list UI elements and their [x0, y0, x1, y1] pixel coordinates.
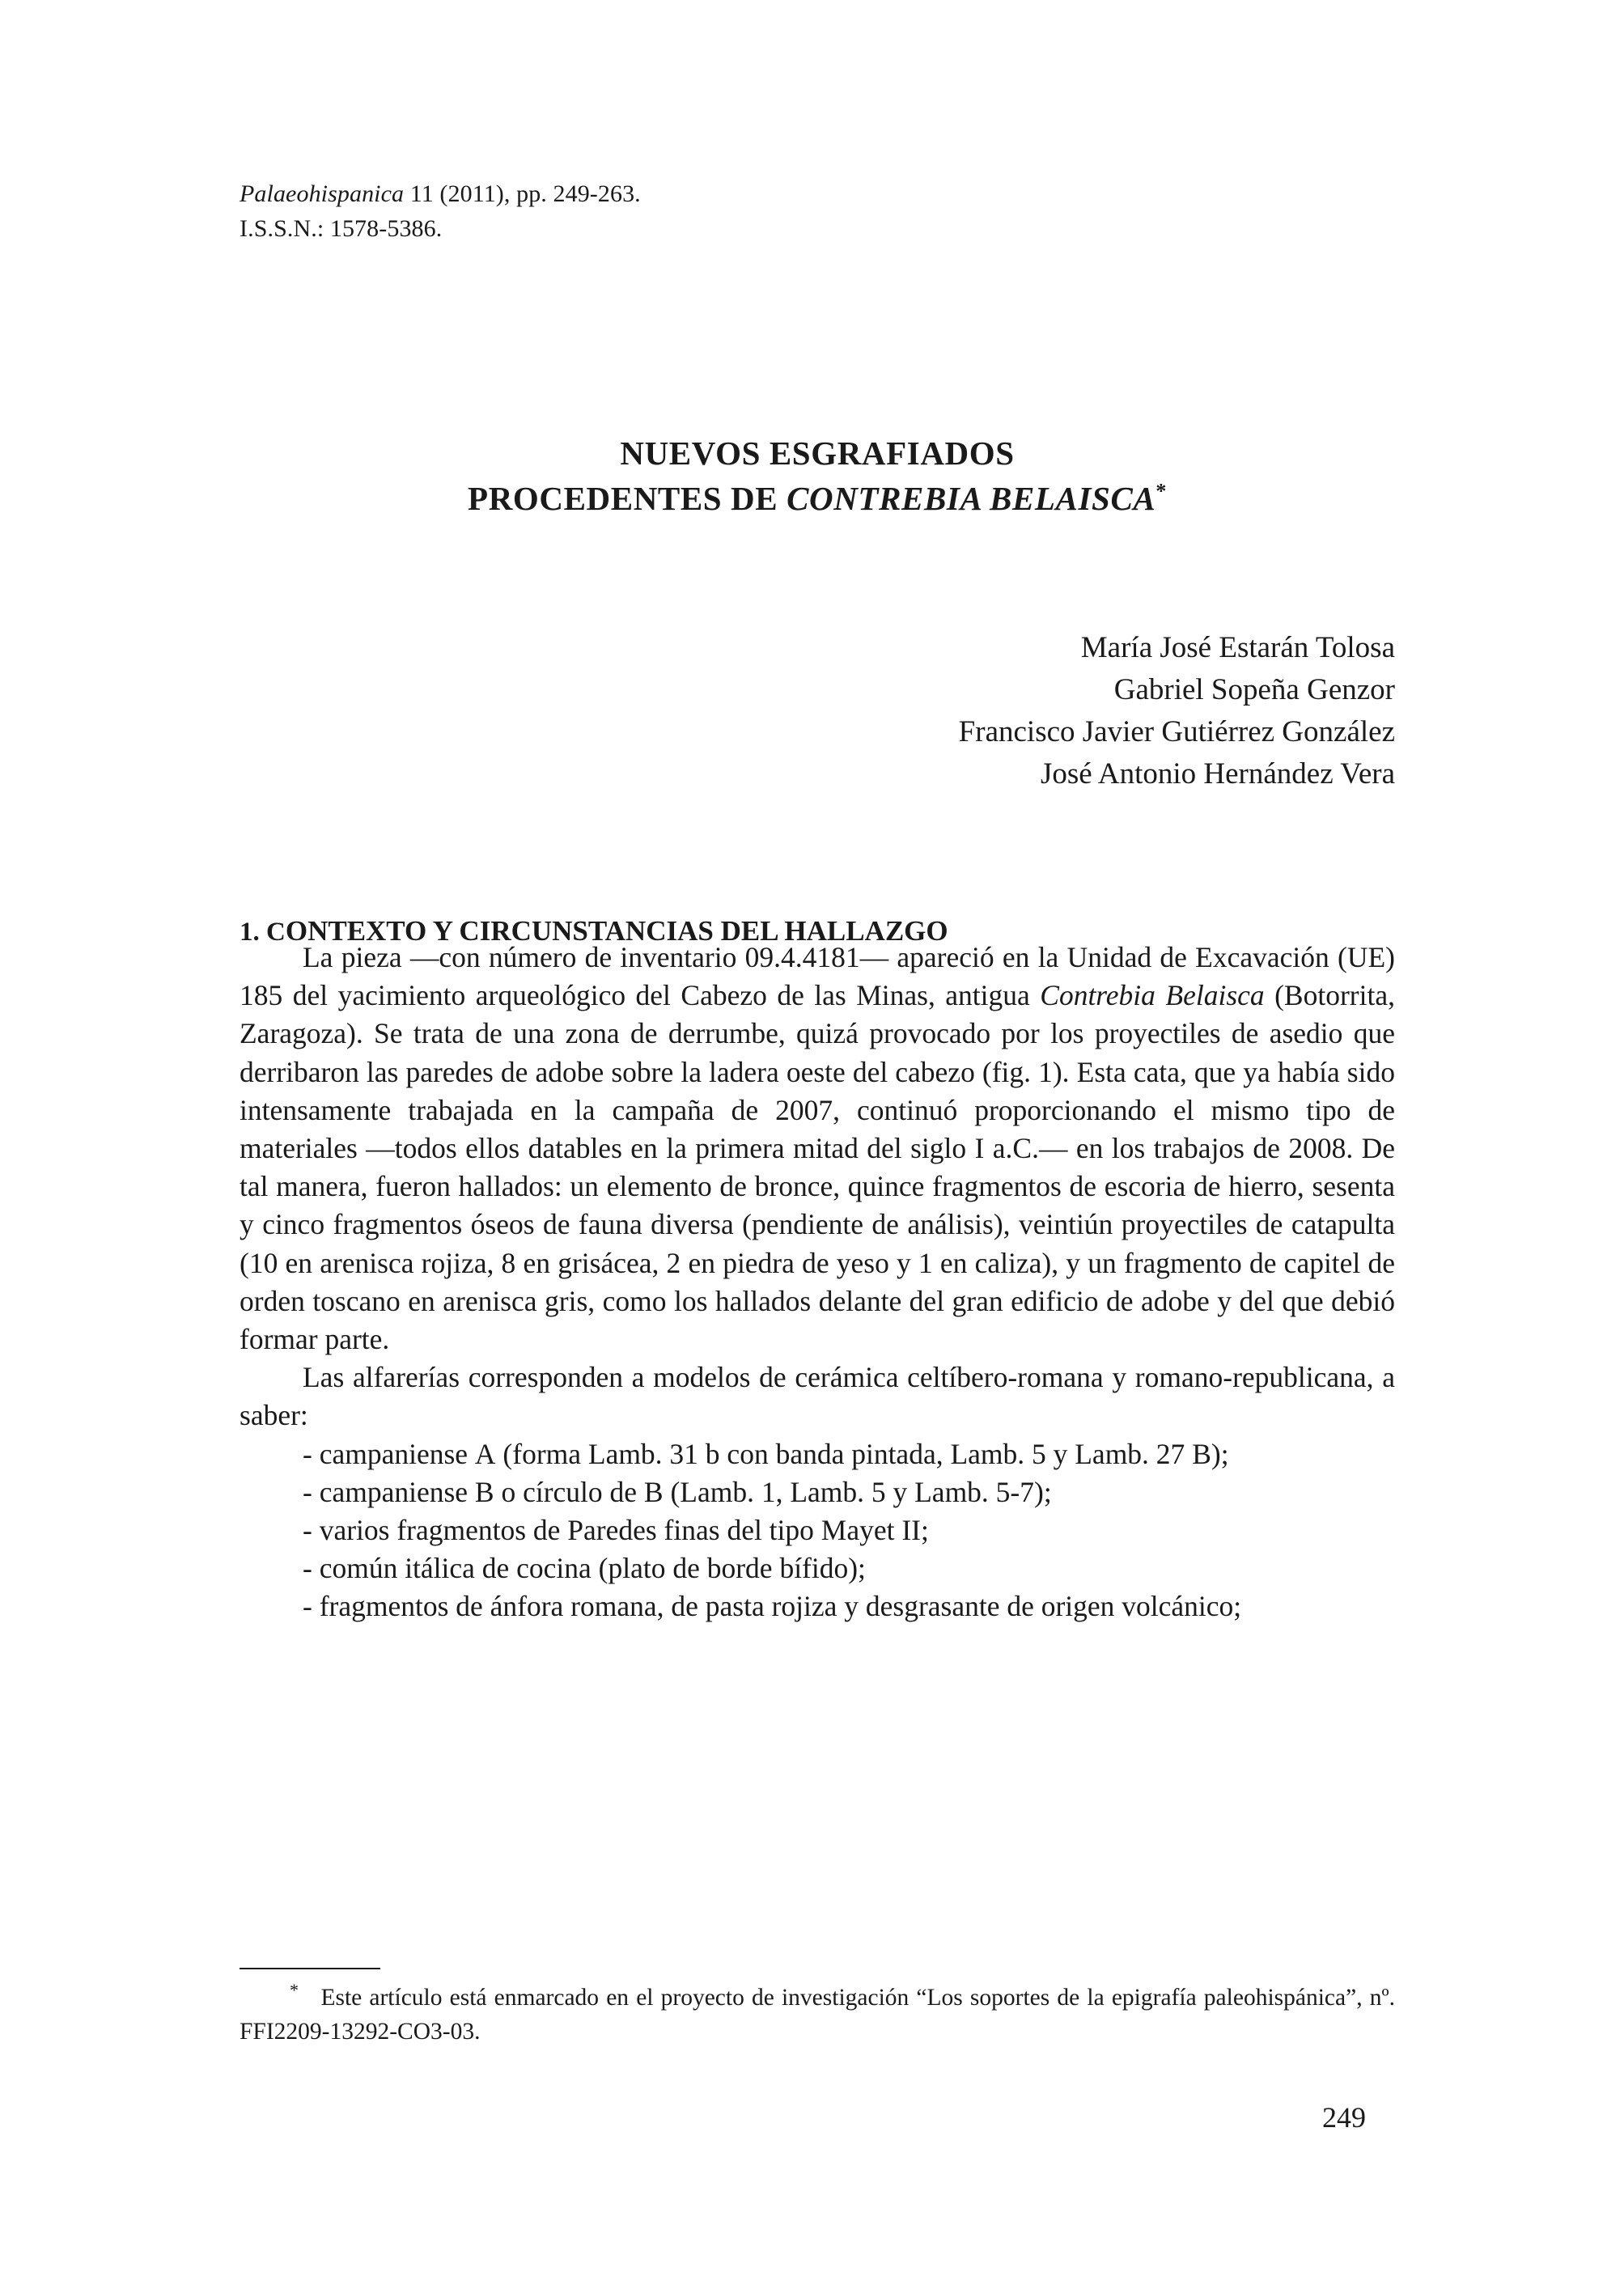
body-text: [240, 939, 1395, 1626]
journal-title: Palaeohispanica: [240, 180, 405, 207]
title-footnote-marker: *: [1155, 479, 1167, 503]
article-title: [240, 430, 1395, 521]
article-title-work-name: CONTREBIA BELAISCA: [787, 480, 1156, 518]
footnote-marker: *: [290, 1980, 299, 2001]
section-title-initial: C: [266, 918, 286, 947]
abbreviation-ue: UE: [1346, 941, 1386, 973]
footnote-separator-rule: [240, 1968, 380, 1969]
author-name: Gabriel Sopeña Genzor: [1113, 673, 1395, 706]
paragraph-1-part-c: (Botorrita, Zaragoza). Se trata de una zona de derrumbe, quizá provocado por los proyectiles de asedio que derribaron las paredes de adobe sobre la ladera oeste del cabezo (fig. 1). Esta cata, que ya había sido intensamente trabajada en la campaña de 2007, continuó proporcionando el mismo tipo de materiales —todos ellos datables en la primera mitad del siglo: [240, 979, 1395, 1165]
journal-volume-pages: 11 (2011), pp. 249-263.: [404, 180, 641, 207]
journal-citation-line: [240, 176, 968, 211]
author-name: José Antonio Hernández Vera: [1040, 757, 1395, 790]
list-item-3-part-b: ;: [921, 1514, 929, 1547]
page-number: 249: [1322, 2101, 1366, 2134]
list-item-paredes-finas: [240, 1511, 1395, 1549]
paragraph-2: Las alfarerías corresponden a modelos de cerámica celtíbero-romana y romano-republicana, a saber:: [240, 1361, 1395, 1432]
journal-header: [240, 176, 968, 246]
paragraph-1-part-d: a.C.— en los trabajos de 2008. De tal manera, fueron hallados: un elemento de bronce, quince fragmentos de escoria de hierro, sesenta y cinco fragmentos óseos de fauna diversa (pendiente de análisis), veintiún proyectiles de catapulta (10 en arenisca rojiza, 8 en grisácea, 2 en piedra de yeso y 1 en caliza), y un fragmento de capitel de orden toscano en arenisca gris, como los hallados delante del gran edificio de adobe y del que debió formar parte.: [240, 1132, 1395, 1356]
author-name: Francisco Javier Gutiérrez González: [958, 715, 1395, 748]
list-item-campaniense-b: - campaniense B o círculo de B (Lamb. 1, Lamb. 5 y Lamb. 5-7);: [303, 1475, 1052, 1508]
paragraph-1-part-a: La pieza —con número de inventario 09.4.4181— apareció en la Unidad de Excavación (: [303, 941, 1347, 973]
footnote: [240, 1981, 1395, 2049]
list-item-comun-italica: - común itálica de cocina (plato de borde bífido);: [303, 1552, 866, 1585]
journal-issn: I.S.S.N.: 1578-5386.: [240, 215, 443, 242]
paragraph-1-part-b: ) 185 del yacimiento arqueológico del Cabezo de las Minas, antigua: [240, 941, 1395, 1012]
century-numeral: I: [974, 1132, 985, 1165]
list-item-anfora-romana: - fragmentos de ánfora romana, de pasta rojiza y desgrasante de origen volcánico;: [303, 1590, 1242, 1623]
list-item-1-part-c: );: [1211, 1437, 1229, 1470]
article-title-line-1: NUEVOS ESGRAFIADOS: [620, 434, 1015, 473]
article-title-line-2-prefix: PROCEDENTES DE: [468, 480, 787, 518]
section-number: 1.: [240, 918, 266, 947]
mayet-numeral: II: [901, 1514, 922, 1547]
list-item-3-part-a: - varios fragmentos de Paredes finas del tipo Mayet: [303, 1514, 902, 1547]
section-title-text: ONTEXTO Y CIRCUNSTANCIAS DEL HALLAZGO: [285, 915, 948, 947]
list-item-campaniense-a: [240, 1435, 1395, 1473]
list-item-1-part-a: - campaniense: [303, 1437, 475, 1470]
author-name: María José Estarán Tolosa: [1080, 631, 1395, 664]
type-letter-a: A: [474, 1437, 496, 1470]
site-name-italic: Contrebia Belaisca: [1040, 979, 1265, 1012]
author-list: [240, 627, 1395, 795]
list-item-1-part-b: (forma Lamb. 31 b con banda pintada, Lamb. 5 y Lamb. 27: [495, 1437, 1193, 1470]
type-letter-b: B: [1192, 1437, 1211, 1470]
paragraph-1: [240, 939, 1395, 1358]
footnote-text: Este artículo está enmarcado en el proyecto de investigación “Los soportes de la epigrafía paleohispánica”, nº. FFI2209-13292-CO3-03.: [240, 1985, 1395, 2045]
